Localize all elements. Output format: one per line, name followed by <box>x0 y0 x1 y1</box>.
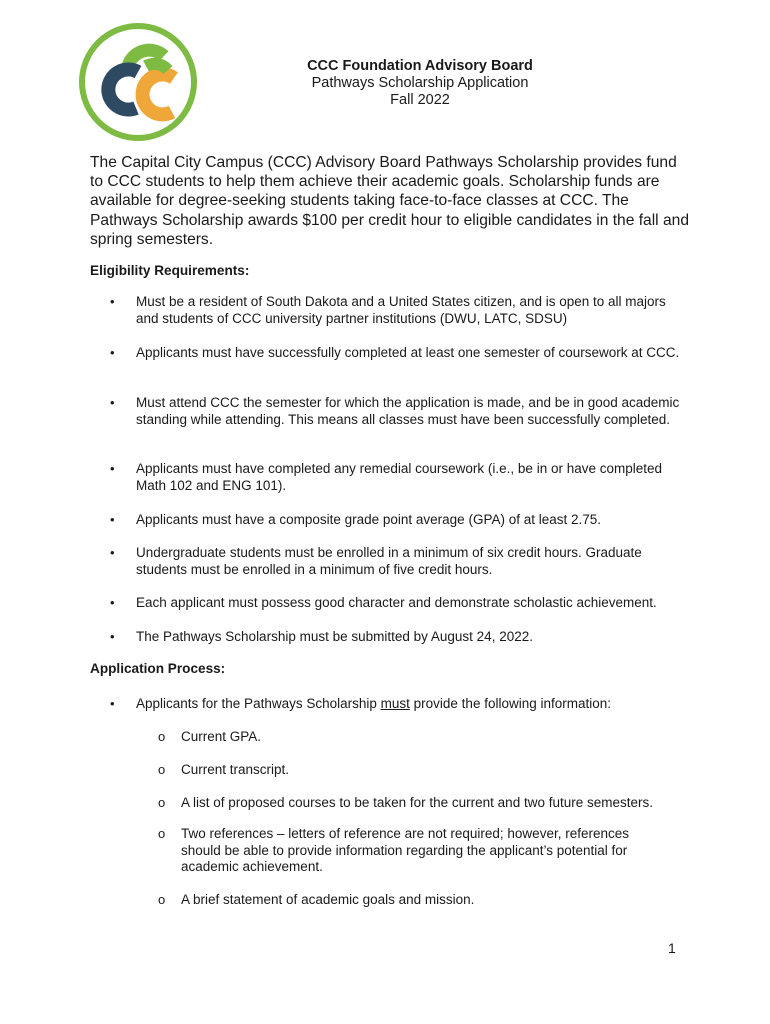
document-page: CCC Foundation Advisory Board Pathways Scholarship Application Fall 2022 The Capital City Campus (CCC) Advisory Board Pathways Scholarship provides fund to CCC students to help them achieve their academic goals. Scholarship funds are available for degree-seeking students taking face-to-face classes at CCC. The Pathways Scholarship awards $100 per credit hour to eligible candidates in the fall and spring semesters. Eligibility Requirements: • Must be a resident of South Dakota and a United States citizen, and is open to all majors and students of CCC university partner institutions (DWU, LATC, SDSU) • Applicants must have successfully completed at least one semester of coursework at CCC. • Must attend CCC the semester for which the application is made, and be in good academic standing while attending. This means all classes must have been successfully completed. • Applicants must have completed any remedial coursework (i.e., be in or have completed Math 102 and ENG 101). • Applicants must have a composite grade point average (GPA) of at least 2.75. • Undergraduate students must be enrolled in a minimum of six credit hours. Graduate students must be enrolled in a minimum of five credit hours. • Each applicant must possess good character and demonstrate scholastic achievement. • The Pathways Scholarship must be submitted by August 24, 2022. Application Process: • Applicants for the Pathways Scholarship must provide the following information: o Current GPA. o Current transcript. o A list of proposed courses to be taken for the current and two future semesters. o Two references – letters of reference are not required; however, references should be able to provide information regarding the applicant’s potential for academic achievement. o A brief statement of academic goals and mission. 1 <box>0 0 770 1024</box>
process-heading: Application Process: <box>90 661 226 676</box>
circle-bullet-icon: o <box>158 795 166 810</box>
bullet-icon: • <box>110 345 115 360</box>
page-number: 1 <box>668 940 676 956</box>
bullet-icon: • <box>110 629 115 644</box>
document-header <box>220 58 620 109</box>
ccc-logo-icon <box>76 20 200 144</box>
header-subtitle: Pathways Scholarship Application <box>311 75 529 91</box>
bullet-icon: • <box>110 595 115 610</box>
circle-bullet-icon: o <box>158 729 166 744</box>
bullet-icon: • <box>110 545 115 560</box>
circle-bullet-icon: o <box>158 762 166 777</box>
header-term: Fall 2022 <box>390 92 450 108</box>
circle-bullet-icon: o <box>158 892 166 907</box>
circle-bullet-icon: o <box>158 826 166 841</box>
eligibility-heading: Eligibility Requirements: <box>90 263 250 278</box>
bullet-icon: • <box>110 294 115 309</box>
bullet-icon: • <box>110 512 115 527</box>
bullet-icon: • <box>110 461 115 476</box>
header-title: CCC Foundation Advisory Board <box>307 58 533 74</box>
intro-paragraph: The Capital City Campus (CCC) Advisory Board Pathways Scholarship provides fund to CCC students to help them achieve their academic goals. Scholarship funds are available for degree-seeking students taking face-to-face classes at CCC. The Pathways Scholarship awards $100 per credit hour to eligible candidates in the fall and spring semesters. <box>90 154 689 248</box>
bullet-icon: • <box>110 696 115 711</box>
bullet-icon: • <box>110 395 115 410</box>
